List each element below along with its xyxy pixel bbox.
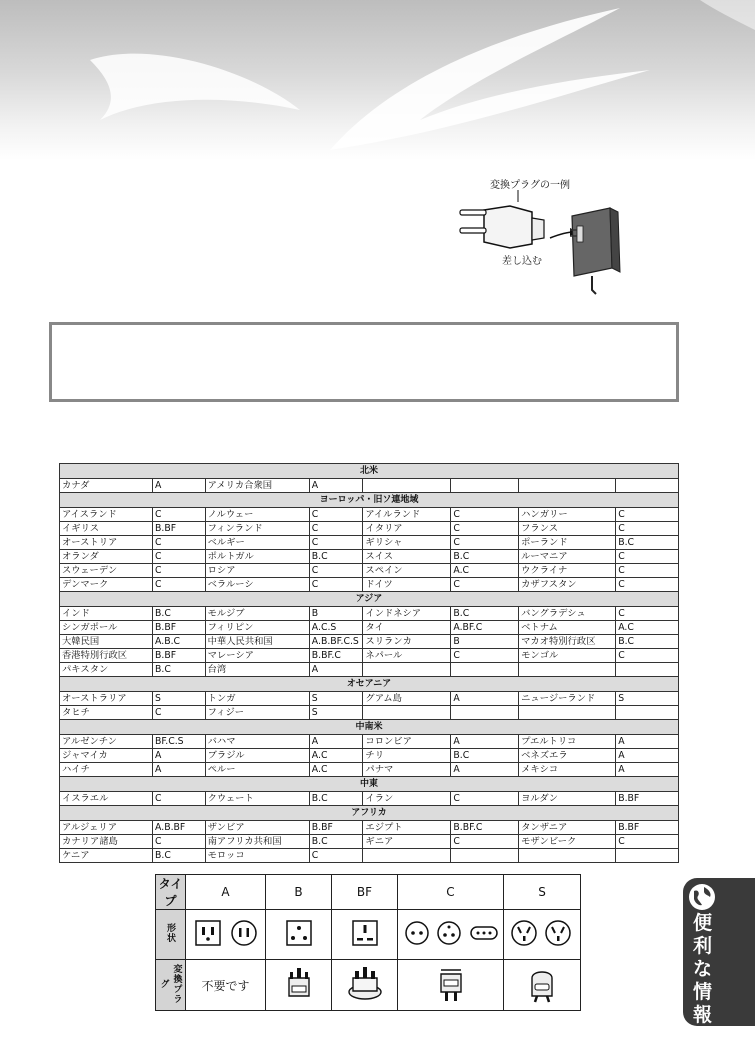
plug-type-value: B.BF: [153, 649, 206, 663]
country-name: [519, 663, 616, 677]
plug-type-value: C: [616, 607, 679, 621]
plug-type-value: B.BF: [153, 621, 206, 635]
plug-type-value: A: [309, 663, 363, 677]
type-s-label: S: [504, 875, 581, 910]
type-header-label: タイプ: [156, 875, 186, 910]
country-name: アルゼンチン: [60, 735, 153, 749]
adapter-s-icon: [504, 960, 581, 1011]
country-name: [363, 849, 451, 863]
table-row: [60, 735, 679, 749]
country-name: フィジー: [205, 706, 309, 720]
country-name: ギリシャ: [363, 536, 451, 550]
country-name: イタリア: [363, 522, 451, 536]
table-row: [60, 621, 679, 635]
country-name: ザンビア: [205, 821, 309, 835]
plug-type-value: A.BF.C: [451, 621, 519, 635]
country-name: ポルトガル: [205, 550, 309, 564]
table-row: [60, 522, 679, 536]
plug-type-value: [451, 849, 519, 863]
plug-type-value: C: [153, 564, 206, 578]
country-name: ハイチ: [60, 763, 153, 777]
country-name: [363, 706, 451, 720]
plug-type-value: C: [451, 508, 519, 522]
plug-type-value: C: [616, 649, 679, 663]
plug-type-value: B.C: [451, 749, 519, 763]
table-row: [60, 749, 679, 763]
plug-type-value: B.C: [451, 550, 519, 564]
plug-type-value: A: [309, 735, 363, 749]
country-name: [363, 663, 451, 677]
country-name: メキシコ: [519, 763, 616, 777]
country-name: インド: [60, 607, 153, 621]
region-label: 北米: [60, 464, 679, 479]
country-name: ベトナム: [519, 621, 616, 635]
plug-type-value: B.BF.C: [309, 649, 363, 663]
plug-type-value: A.B.BF: [153, 821, 206, 835]
plug-type-value: [616, 706, 679, 720]
illustration-label-top: 変換プラグの一例: [490, 180, 570, 191]
plug-type-value: C: [309, 522, 363, 536]
plug-adapter-icon: [440, 172, 640, 302]
country-name: アイスランド: [60, 508, 153, 522]
plug-type-value: C: [309, 564, 363, 578]
table-row: [60, 792, 679, 806]
country-name: スウェーデン: [60, 564, 153, 578]
plug-type-value: A: [616, 763, 679, 777]
plug-type-value: B.C: [616, 635, 679, 649]
region-header-row: [60, 592, 679, 607]
plug-type-value: A.B.C: [153, 635, 206, 649]
plug-type-value: C: [153, 550, 206, 564]
country-name: ポーランド: [519, 536, 616, 550]
region-label: ヨーロッパ・旧ソ連地域: [60, 493, 679, 508]
plug-type-value: A: [309, 479, 363, 493]
country-name: タヒチ: [60, 706, 153, 720]
region-header-row: [60, 777, 679, 792]
country-name: オランダ: [60, 550, 153, 564]
country-name: ニュージーランド: [519, 692, 616, 706]
country-name: ネパール: [363, 649, 451, 663]
country-name: フランス: [519, 522, 616, 536]
country-name: ギニア: [363, 835, 451, 849]
country-name: ブラジル: [205, 749, 309, 763]
country-name: エジプト: [363, 821, 451, 835]
plug-type-value: B: [451, 635, 519, 649]
country-name: ドイツ: [363, 578, 451, 592]
type-b-label: B: [266, 875, 332, 910]
plug-type-value: C: [309, 508, 363, 522]
adapter-illustration: [440, 172, 640, 302]
adapter-b-icon: [266, 960, 332, 1011]
plug-type-value: C: [616, 508, 679, 522]
plug-type-value: A.C.S: [309, 621, 363, 635]
plug-type-value: B.C: [153, 849, 206, 863]
region-header-row: [60, 677, 679, 692]
plug-type-value: C: [451, 522, 519, 536]
plug-type-value: C: [153, 706, 206, 720]
table-row: [60, 835, 679, 849]
country-name: オーストラリア: [60, 692, 153, 706]
table-row: [60, 706, 679, 720]
country-name: スペイン: [363, 564, 451, 578]
country-name: イスラエル: [60, 792, 153, 806]
country-name: クウェート: [205, 792, 309, 806]
country-name: ベルギー: [205, 536, 309, 550]
illustration-label-bottom: 差し込む: [502, 256, 542, 267]
plug-type-table: [155, 874, 581, 1011]
header-banner: [0, 0, 755, 160]
country-name: シンガポール: [60, 621, 153, 635]
plug-type-value: B: [309, 607, 363, 621]
plug-type-value: B.BF: [616, 821, 679, 835]
plug-type-value: [616, 479, 679, 493]
plug-type-value: B.C: [153, 663, 206, 677]
plug-type-value: C: [309, 536, 363, 550]
country-name: ジャマイカ: [60, 749, 153, 763]
country-name: [363, 479, 451, 493]
note-box: [49, 322, 679, 402]
country-name: タイ: [363, 621, 451, 635]
country-name: ハンガリー: [519, 508, 616, 522]
plug-type-value: S: [309, 692, 363, 706]
type-a-no-conversion: 不要です: [186, 960, 266, 1011]
plug-type-value: A: [451, 763, 519, 777]
plug-type-value: C: [616, 578, 679, 592]
country-name: インドネシア: [363, 607, 451, 621]
country-name: カナダ: [60, 479, 153, 493]
plug-type-value: B.BF: [616, 792, 679, 806]
plug-type-value: B.BF: [309, 821, 363, 835]
swoosh-decoration: [0, 0, 755, 160]
country-name: ベラルーシ: [205, 578, 309, 592]
side-tab-text: 便 利 な 情 報: [693, 912, 713, 1026]
country-name: アイルランド: [363, 508, 451, 522]
plug-type-value: A: [451, 735, 519, 749]
region-header-row: [60, 493, 679, 508]
country-name: [519, 849, 616, 863]
country-name: モンゴル: [519, 649, 616, 663]
plug-type-value: [616, 849, 679, 863]
plug-type-value: A: [616, 749, 679, 763]
country-name: 南アフリカ共和国: [205, 835, 309, 849]
table-row: [60, 849, 679, 863]
plug-type-value: A.C: [309, 749, 363, 763]
country-name: 中華人民共和国: [205, 635, 309, 649]
country-name: 大韓民国: [60, 635, 153, 649]
plug-type-value: [616, 663, 679, 677]
region-label: 中東: [60, 777, 679, 792]
country-name: アルジェリア: [60, 821, 153, 835]
country-name: ノルウェー: [205, 508, 309, 522]
plug-type-value: C: [616, 522, 679, 536]
country-name: フィンランド: [205, 522, 309, 536]
plug-type-value: C: [616, 550, 679, 564]
country-name: プエルトリコ: [519, 735, 616, 749]
plug-type-value: C: [451, 578, 519, 592]
plug-type-value: C: [451, 649, 519, 663]
outlet-bf-icon: [332, 910, 398, 960]
country-name: モロッコ: [205, 849, 309, 863]
country-name: マカオ特別行政区: [519, 635, 616, 649]
country-name: オーストリア: [60, 536, 153, 550]
country-name: ウクライナ: [519, 564, 616, 578]
table-row: [60, 649, 679, 663]
outlet-b-icon: [266, 910, 332, 960]
plug-type-value: B.BF: [153, 522, 206, 536]
plug-type-value: A: [616, 735, 679, 749]
plug-type-value: C: [451, 536, 519, 550]
type-bf-label: BF: [332, 875, 398, 910]
adapter-bf-icon: [332, 960, 398, 1011]
plug-type-value: A.C: [616, 621, 679, 635]
plug-type-value: S: [616, 692, 679, 706]
region-label: オセアニア: [60, 677, 679, 692]
country-name: 台湾: [205, 663, 309, 677]
table-row: [60, 763, 679, 777]
country-name: [519, 479, 616, 493]
table-row: [60, 479, 679, 493]
outlet-c-icon: [398, 910, 504, 960]
plug-type-value: A: [451, 692, 519, 706]
country-name: バハマ: [205, 735, 309, 749]
country-name: 香港特別行政区: [60, 649, 153, 663]
country-name: マレーシア: [205, 649, 309, 663]
plug-type-value: C: [309, 578, 363, 592]
country-name: ケニア: [60, 849, 153, 863]
conversion-row-label: 変換プラグ: [156, 960, 186, 1011]
country-name: [519, 706, 616, 720]
region-label: 中南米: [60, 720, 679, 735]
table-row: [60, 692, 679, 706]
plug-type-value: C: [451, 835, 519, 849]
country-name: ロシア: [205, 564, 309, 578]
plug-type-value: A: [153, 479, 206, 493]
country-name: イギリス: [60, 522, 153, 536]
country-name: ベネズエラ: [519, 749, 616, 763]
plug-type-value: C: [153, 792, 206, 806]
plug-type-value: A.B.BF.C.S: [309, 635, 363, 649]
plug-type-value: C: [153, 536, 206, 550]
table-row: [60, 607, 679, 621]
side-tab-useful-info[interactable]: [683, 878, 755, 1026]
region-header-row: [60, 464, 679, 479]
plug-type-value: C: [451, 792, 519, 806]
outlet-a-icon: [186, 910, 266, 960]
country-name: ヨルダン: [519, 792, 616, 806]
plug-type-value: B.C: [451, 607, 519, 621]
country-name: パナマ: [363, 763, 451, 777]
table-row: [60, 663, 679, 677]
type-c-label: C: [398, 875, 504, 910]
globe-icon: [686, 881, 718, 913]
country-name: ルーマニア: [519, 550, 616, 564]
country-name: タンザニア: [519, 821, 616, 835]
shape-row-label: 形状: [156, 910, 186, 960]
country-name: スイス: [363, 550, 451, 564]
plug-type-value: C: [309, 849, 363, 863]
table-row: [60, 821, 679, 835]
country-name: フィリピン: [205, 621, 309, 635]
country-name: モルジブ: [205, 607, 309, 621]
country-name: トンガ: [205, 692, 309, 706]
country-name: ペルー: [205, 763, 309, 777]
table-row: [60, 564, 679, 578]
country-name: バングラデシュ: [519, 607, 616, 621]
country-name: グアム島: [363, 692, 451, 706]
plug-type-value: A: [153, 763, 206, 777]
plug-type-value: C: [153, 508, 206, 522]
country-name: コロンビア: [363, 735, 451, 749]
table-row: [60, 550, 679, 564]
country-name: イラン: [363, 792, 451, 806]
plug-type-value: [451, 663, 519, 677]
plug-type-value: [451, 706, 519, 720]
outlet-s-icon: [504, 910, 581, 960]
plug-type-value: C: [616, 564, 679, 578]
table-row: [60, 578, 679, 592]
plug-type-value: [451, 479, 519, 493]
plug-type-value: B.BF.C: [451, 821, 519, 835]
plug-type-value: S: [309, 706, 363, 720]
plug-type-value: S: [153, 692, 206, 706]
region-header-row: [60, 806, 679, 821]
table-row: [60, 635, 679, 649]
plug-type-value: B.C: [309, 792, 363, 806]
country-name: カザフスタン: [519, 578, 616, 592]
plug-type-value: C: [616, 835, 679, 849]
type-a-label: A: [186, 875, 266, 910]
country-name: スリランカ: [363, 635, 451, 649]
country-name: パキスタン: [60, 663, 153, 677]
plug-type-value: B.C: [153, 607, 206, 621]
country-name: アメリカ合衆国: [205, 479, 309, 493]
plug-type-value: C: [153, 578, 206, 592]
table-row: [60, 536, 679, 550]
plug-type-value: A: [153, 749, 206, 763]
region-header-row: [60, 720, 679, 735]
plug-type-value: B.C: [309, 550, 363, 564]
plug-type-value: BF.C.S: [153, 735, 206, 749]
region-label: アジア: [60, 592, 679, 607]
country-name: デンマーク: [60, 578, 153, 592]
country-plug-table: [59, 463, 679, 863]
table-row: [60, 508, 679, 522]
plug-type-value: B.C: [309, 835, 363, 849]
plug-type-value: A.C: [309, 763, 363, 777]
plug-type-value: B.C: [616, 536, 679, 550]
country-name: モザンビーク: [519, 835, 616, 849]
country-name: チリ: [363, 749, 451, 763]
region-label: アフリカ: [60, 806, 679, 821]
country-name: カナリア諸島: [60, 835, 153, 849]
adapter-c-icon: [398, 960, 504, 1011]
plug-type-value: C: [153, 835, 206, 849]
plug-type-value: A.C: [451, 564, 519, 578]
